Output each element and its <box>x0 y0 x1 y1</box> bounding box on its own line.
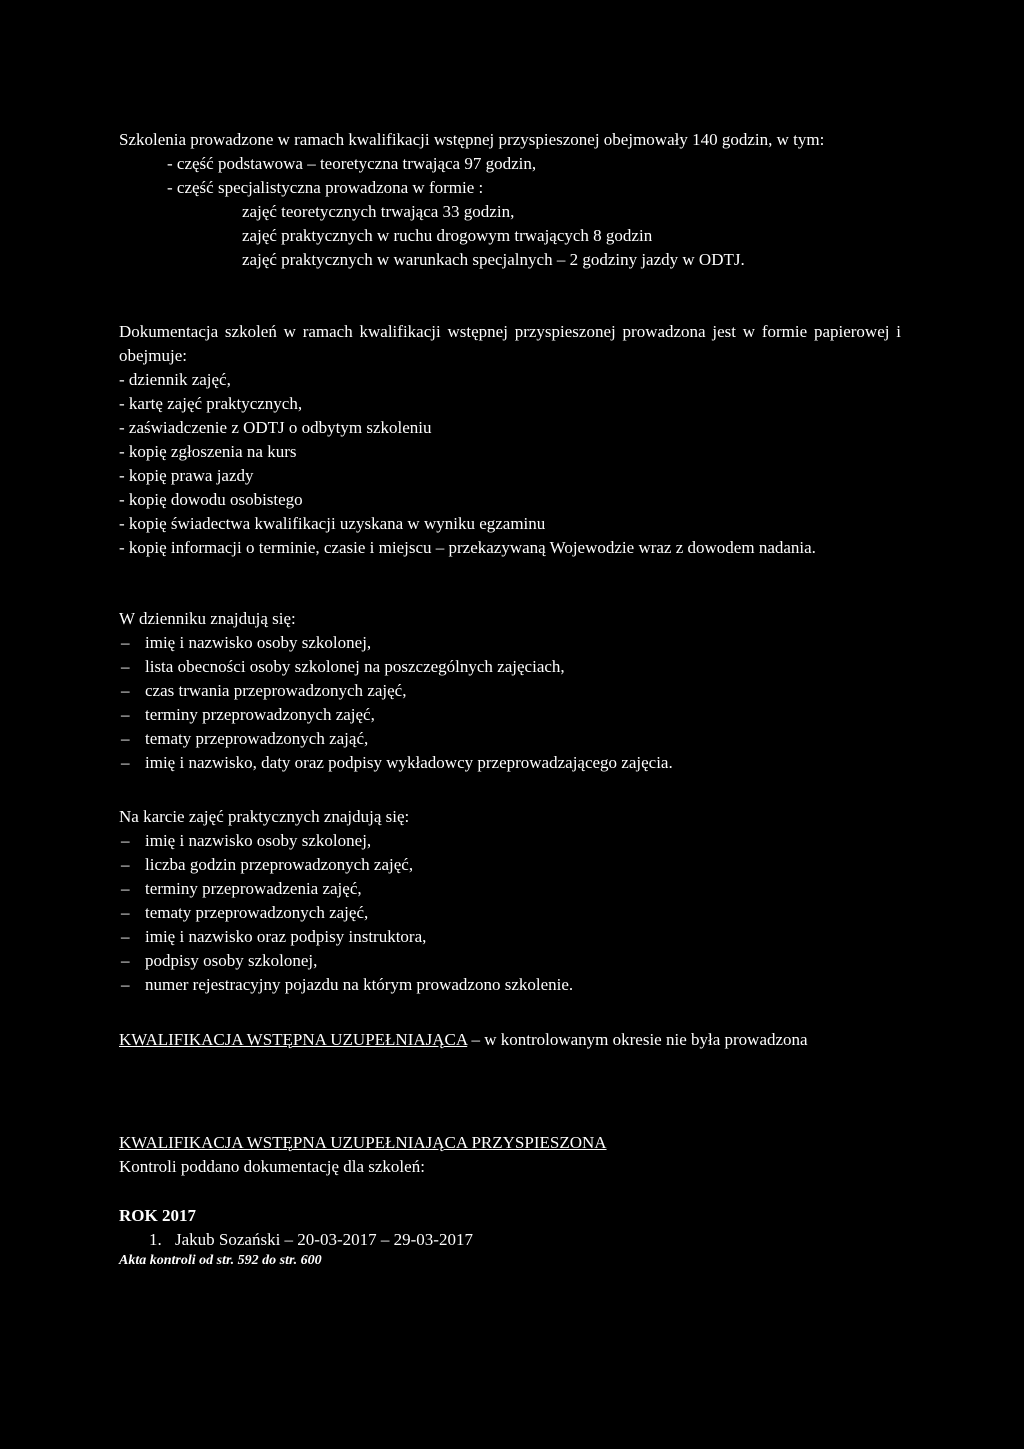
supplementary-heading: KWALIFIKACJA WSTĘPNA UZUPEŁNIAJĄCA <box>119 1030 468 1049</box>
list-item: – imię i nazwisko osoby szkolonej, <box>119 631 901 655</box>
entry-number: 1. <box>149 1230 162 1249</box>
documentation-item: - kartę zajęć praktycznych, <box>119 394 303 413</box>
accelerated-text: Kontroli poddano dokumentację dla szkoleń: <box>119 1157 425 1176</box>
list-item: – imię i nazwisko oraz podpisy instruktora, <box>119 925 901 949</box>
list-item: – imię i nazwisko, daty oraz podpisy wykładowcy przeprowadzającego zajęcia. <box>119 751 901 775</box>
training-intro: Szkolenia prowadzone w ramach kwalifikacji wstępnej przyspieszonej obejmowały 140 godzin, w tym: <box>119 130 825 149</box>
documentation-item: - kopię zgłoszenia na kurs <box>119 442 297 461</box>
list-item: – terminy przeprowadzonych zajęć, <box>119 703 901 727</box>
documentation-item: - kopię prawa jazdy <box>119 466 254 485</box>
documentation-item: - dziennik zajęć, <box>119 370 231 389</box>
documentation-item: - zaświadczenie z ODTJ o odbytym szkoleniu <box>119 418 432 437</box>
section-journal-contents <box>119 607 901 775</box>
practical-card-intro: Na karcie zajęć praktycznych znajdują się: <box>119 807 410 826</box>
list-item: – podpisy osoby szkolonej, <box>119 949 901 973</box>
section-accelerated-supplementary <box>119 1131 901 1179</box>
year-heading: ROK 2017 <box>119 1206 196 1225</box>
journal-list <box>119 631 901 775</box>
section-training-hours <box>119 128 901 272</box>
training-line: - część specjalistyczna prowadzona w formie : <box>167 178 484 197</box>
year-block <box>119 1204 901 1270</box>
training-subline: zajęć teoretycznych trwająca 33 godzin, <box>242 202 515 221</box>
list-item: – lista obecności osoby szkolonej na poszczególnych zajęciach, <box>119 655 901 679</box>
list-item: – liczba godzin przeprowadzonych zajęć, <box>119 853 901 877</box>
list-item: – imię i nazwisko osoby szkolonej, <box>119 829 901 853</box>
supplementary-paragraph <box>119 1028 901 1052</box>
list-item: – czas trwania przeprowadzonych zajęć, <box>119 679 901 703</box>
list-item: – tematy przeprowadzonych zająć, <box>119 727 901 751</box>
entry-text: Jakub Sozański – 20-03-2017 – 29-03-2017 <box>175 1230 473 1249</box>
list-item: – tematy przeprowadzonych zajęć, <box>119 901 901 925</box>
documentation-intro: Dokumentacja szkoleń w ramach kwalifikacji wstępnej przyspieszonej prowadzona jest w formie papierowej i obejmuje: <box>119 322 901 365</box>
section-supplementary-qualification <box>119 1028 901 1052</box>
documentation-item: - kopię świadectwa kwalifikacji uzyskana w wyniku egzaminu <box>119 514 546 533</box>
files-reference: Akta kontroli od str. 592 do str. 600 <box>119 1253 322 1268</box>
supplementary-text: – w kontrolowanym okresie nie była prowadzona <box>467 1030 808 1049</box>
training-subline: zajęć praktycznych w warunkach specjalnych – 2 godziny jazdy w ODTJ. <box>242 250 745 269</box>
practical-card-list <box>119 829 901 997</box>
training-line: - część podstawowa – teoretyczna trwająca 97 godzin, <box>167 154 537 173</box>
documentation-item: - kopię dowodu osobistego <box>119 490 303 509</box>
accelerated-heading: KWALIFIKACJA WSTĘPNA UZUPEŁNIAJĄCA PRZYSPIESZONA <box>119 1133 607 1152</box>
training-subline: zajęć praktycznych w ruchu drogowym trwających 8 godzin <box>242 226 653 245</box>
training-entry <box>119 1228 901 1252</box>
list-item: – numer rejestracyjny pojazdu na którym prowadzono szkolenie. <box>119 973 901 997</box>
journal-intro: W dzienniku znajdują się: <box>119 609 296 628</box>
section-practical-card <box>119 805 901 997</box>
documentation-item: - kopię informacji o terminie, czasie i miejscu – przekazywaną Wojewodzie wraz z dowodem nadania. <box>119 538 816 557</box>
list-item: – terminy przeprowadzenia zajęć, <box>119 877 901 901</box>
section-documentation <box>119 320 901 560</box>
